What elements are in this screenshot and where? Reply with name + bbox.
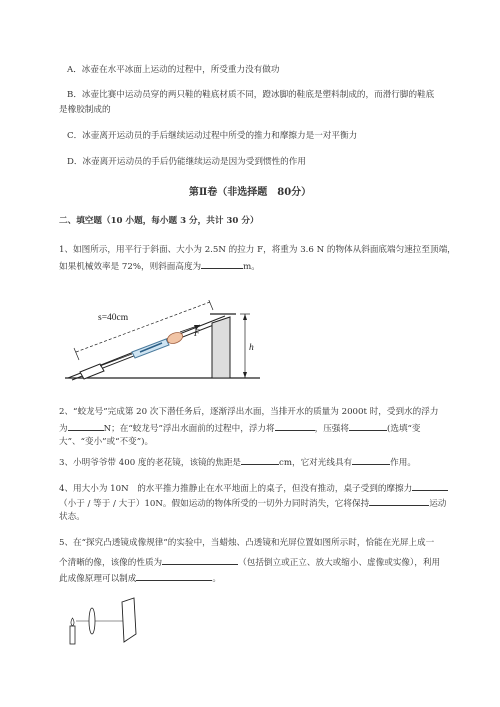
q2-line2: 为 N；在“蛟龙号”浮出水面前的过程中，浮力将 ，压强将 (选填“变 [59,421,421,435]
q4-line3: 状态。 [59,512,85,522]
convex-lens [89,608,95,634]
light-screen [122,598,136,642]
q1-line1: 1、如图所示，用平行于斜面、大小为 2.5N 的拉力 F，将重为 3.6 N 的物体从斜面底端匀速拉至顶端， [59,245,456,255]
q4-line1: 4、用大小为 10N 的水平推力推静止在水平地面上的桌子，但没有推动，桌子受到的摩擦力 [59,481,448,495]
q2-line1: 2、“蛟龙号”完成第 20 次下潜任务后，逐渐浮出水面，当排开水的质量为 2000t 时，受到水的浮力 [59,407,439,417]
q2-line3: 大”、“变小”或“不变”)。 [59,437,154,447]
option-b-line1: B．冰壶比赛中运动员穿的两只鞋的鞋底材质不同，蹬冰脚的鞋底是塑料制成的，而滑行脚的鞋底 [67,90,435,100]
incline-figure [60,300,270,398]
option-c: C．冰壶离开运动员的手后继续运动过程中所受的推力和摩擦力是一对平衡力 [67,131,358,141]
distance-label: s=40cm [98,313,129,323]
option-b-line2: 是橡胶制成的 [59,105,111,115]
option-d: D．冰壶离开运动员的手后仍能继续运动是因为受到惯性的作用 [67,157,306,167]
section-heading: 二、填空题（10 小题，每小题 3 分，共计 30 分） [59,216,259,226]
q1-line2: 如果机械效率是 72%，则斜面高度为 m。 [59,259,260,273]
height-label: h [249,343,254,353]
q3-line: 3、小明爷爷带 400 度的老花镜，该镜的焦距是 cm，它对光线具有 作用。 [59,455,416,469]
q5-line2: 个清晰的像，该像的性质为 （包括倒立或正立、放大或缩小、虚像或实像），利用 [59,555,440,569]
q4-line2: （小于 / 等于 / 大于）10N。假如运动的物体所受的一切外力同时消失，它将保持 运动 [59,496,446,510]
q5-line3: 此成像原理可以制成 。 [59,571,221,585]
candle [70,626,75,644]
lens-figure [62,596,152,652]
section-title: 第Ⅱ卷（非选择题 80分） [188,187,312,198]
candle-flame [71,618,74,626]
option-a: A．冰壶在水平冰面上运动的过程中，所受重力没有做功 [67,65,280,75]
force-label: F [194,328,200,338]
q5-line1: 5、在“探究凸透镜成像规律”的实验中，当蜡烛、凸透镜和光屏位置如图所示时，恰能在光屏上成一 [59,538,435,548]
